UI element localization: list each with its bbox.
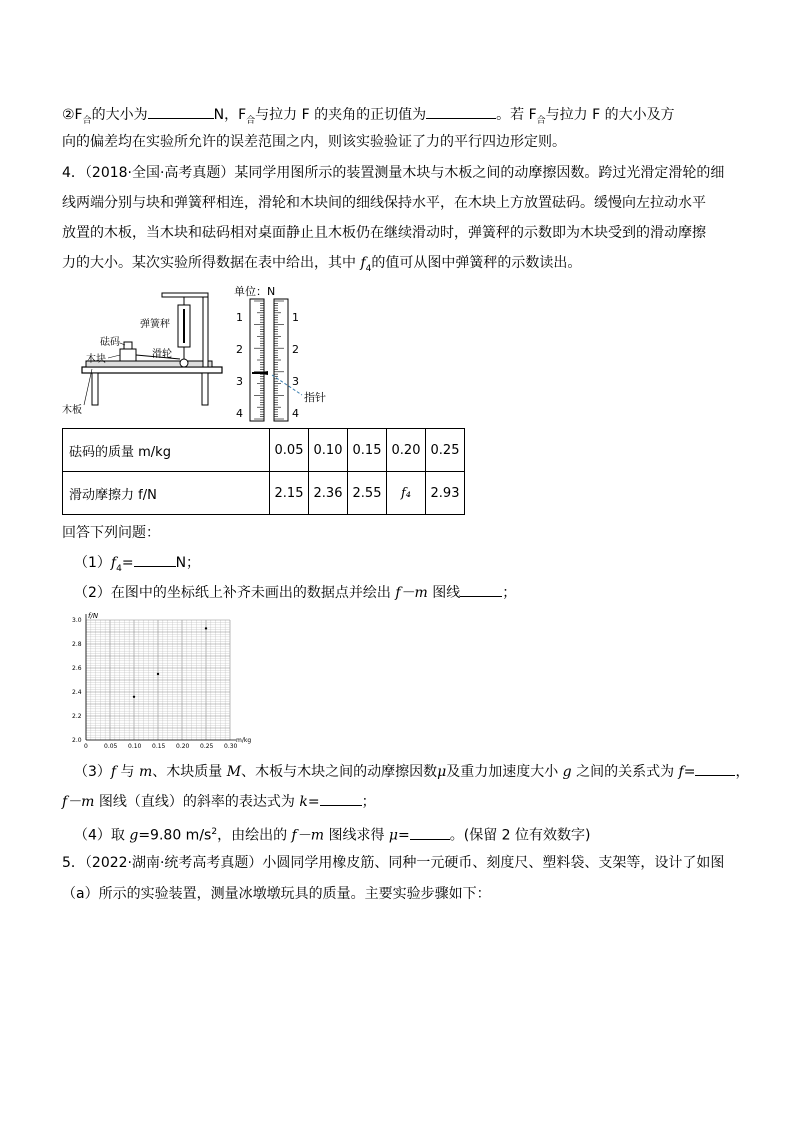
mass-cell: 0.25 bbox=[426, 429, 465, 472]
row-mass-label: 砝码的质量 m/kg bbox=[63, 429, 270, 472]
block bbox=[120, 349, 136, 361]
graph-xlabel: m/kg bbox=[236, 737, 252, 744]
blank-mu[interactable] bbox=[410, 825, 450, 840]
label-pulley: 滑轮 bbox=[152, 349, 172, 360]
y-tick-label: 2.6 bbox=[72, 665, 82, 672]
x-tick-label: 0.30 bbox=[224, 743, 238, 750]
label-block: 木块 bbox=[86, 354, 106, 365]
f-m-graph bbox=[62, 608, 272, 754]
pulley bbox=[180, 359, 188, 367]
row-friction-label: 滑动摩擦力 f/N bbox=[63, 472, 270, 515]
y-tick-label: 2.8 bbox=[72, 641, 82, 648]
blank-tangent[interactable] bbox=[426, 104, 496, 119]
sub-question-4: （4）取 g=9.80 $m/s^2$，由绘出的 f－m 图线求得 μ= 。(保留 2 位有效数字) bbox=[74, 822, 590, 846]
data-table bbox=[62, 428, 465, 515]
x-tick-label: 0.15 bbox=[152, 743, 166, 750]
label-weight: 砝码 bbox=[100, 337, 120, 348]
table-row-friction bbox=[63, 472, 465, 515]
sub-question-2: （2）在图中的坐标纸上补齐未画出的数据点并绘出 f－m 图线 ； bbox=[74, 582, 516, 603]
blank-fsum-magnitude[interactable] bbox=[148, 104, 214, 119]
blank-slope-k[interactable] bbox=[320, 791, 362, 806]
x-tick-label: 0.25 bbox=[200, 743, 214, 750]
x-tick-label: 0.20 bbox=[176, 743, 190, 750]
friction-cell: 2.93 bbox=[426, 472, 465, 515]
data-point bbox=[133, 696, 135, 698]
para1-line1: $②F_合$的大小为 N，$F_合$与拉力 F 的夹角的正切值为 。若 $F_合$与拉力 F 的大小及方 bbox=[62, 104, 675, 131]
stand-arm bbox=[162, 293, 208, 297]
label-pointer: 指针 bbox=[304, 391, 326, 404]
mass-cell: 0.15 bbox=[348, 429, 387, 472]
friction-cell: 2.36 bbox=[309, 472, 348, 515]
stand bbox=[203, 293, 208, 367]
y-tick-label: 2.2 bbox=[72, 713, 82, 720]
scale-left-3: 3 bbox=[236, 375, 243, 388]
answers-intro: 回答下列问题： bbox=[62, 525, 160, 541]
scale-right-3: 3 bbox=[292, 375, 299, 388]
label-spring-scale: 弹簧秤 bbox=[140, 319, 170, 330]
scale-left-2: 2 bbox=[236, 343, 243, 356]
scale-right-4: 4 bbox=[292, 407, 299, 420]
table-row-mass bbox=[63, 429, 465, 472]
table-top bbox=[82, 367, 222, 373]
unit-label: 单位：N bbox=[234, 285, 276, 298]
table-leg-right bbox=[202, 373, 208, 405]
mass-cell: 0.20 bbox=[387, 429, 426, 472]
apparatus-figure bbox=[62, 285, 362, 427]
q5-line1: 5．（2022·湖南·统考高考真题）小圆同学用橡皮筋、同种一元硬币、刻度尺、塑料袋、支架等，设计了如图 bbox=[62, 855, 725, 871]
scale-right-2: 2 bbox=[292, 343, 299, 356]
q4-line1: 4．（2018·全国·高考真题）某同学用图所示的装置测量木块与木板之间的动摩擦因数。跨过光滑定滑轮的细 bbox=[62, 165, 725, 181]
x-tick-label: 0.05 bbox=[104, 743, 118, 750]
scale-left-1: 1 bbox=[236, 311, 243, 324]
sub-question-3-line2: f－m 图线（直线）的斜率的表达式为 k= ； bbox=[62, 791, 376, 812]
sub-question-1: $(1)f_4= N$； bbox=[74, 552, 200, 579]
sub-question-3-line1: （3）f 与 m、木块质量 M、木板与木块之间的动摩擦因数μ及重力加速度大小 g 之间的关系式为 f= ， bbox=[74, 761, 749, 782]
label-board: 木板 bbox=[62, 405, 82, 416]
q4-line4: 力的大小。某次实验所得数据在表中给出，其中 $f_4$的值可从图中弹簧秤的示数读出。 bbox=[62, 255, 582, 274]
x-tick-label: 0 bbox=[84, 743, 88, 750]
y-tick-label: 2.0 bbox=[72, 737, 82, 744]
y-tick-label: 3.0 bbox=[72, 617, 82, 624]
q4-line2: 线两端分别与块和弹簧秤相连，滑轮和木块间的细线保持水平，在木块上方放置砝码。缓慢向左拉动水平 bbox=[62, 195, 706, 211]
scale-right-1: 1 bbox=[292, 311, 299, 324]
table-leg-left bbox=[92, 373, 98, 405]
friction-cell: 2.55 bbox=[348, 472, 387, 515]
blank-f-expression[interactable] bbox=[695, 761, 735, 776]
graph-ylabel: f/N bbox=[88, 612, 99, 620]
q4-line3: 放置的木板，当木块和砝码相对桌面静止且木板仍在继续滑动时，弹簧秤的示数即为木块受到的滑动摩擦 bbox=[62, 225, 706, 241]
y-tick-label: 2.4 bbox=[72, 689, 82, 696]
mass-cell: 0.05 bbox=[270, 429, 309, 472]
friction-cell: f₄ bbox=[387, 472, 426, 515]
para1-line2: 向的偏差均在实验所允许的误差范围之内，则该实验验证了力的平行四边形定则。 bbox=[62, 134, 566, 150]
mass-cell: 0.10 bbox=[309, 429, 348, 472]
friction-cell: 2.15 bbox=[270, 472, 309, 515]
x-tick-label: 0.10 bbox=[128, 743, 142, 750]
blank-f4[interactable] bbox=[134, 552, 176, 567]
data-point bbox=[157, 673, 159, 675]
scale-left-4: 4 bbox=[236, 407, 243, 420]
blank-graph[interactable] bbox=[460, 582, 502, 597]
q5-line2: （a）所示的实验装置，测量冰墩墩玩具的质量。主要实验步骤如下： bbox=[62, 886, 491, 902]
data-point bbox=[205, 627, 207, 629]
graph-grid bbox=[86, 614, 236, 740]
weight bbox=[124, 342, 132, 349]
graph-points bbox=[133, 627, 207, 698]
